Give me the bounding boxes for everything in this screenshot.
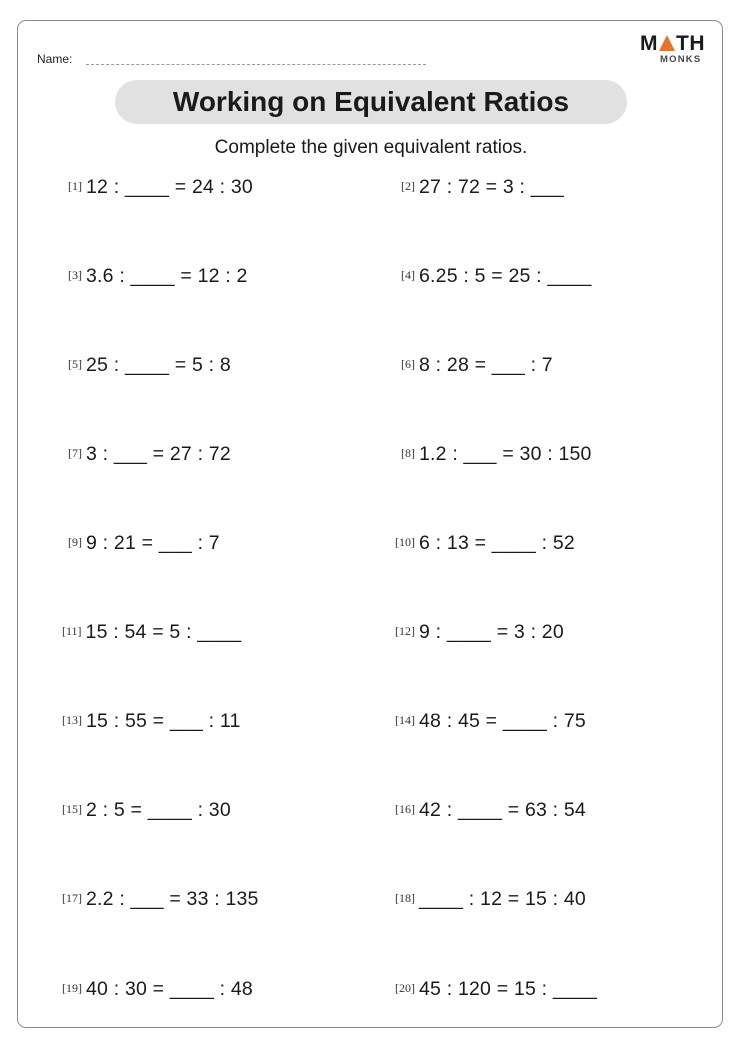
problem-expression[interactable]: 40 : 30 = ____ : 48 bbox=[86, 978, 253, 1000]
name-input-line[interactable] bbox=[86, 64, 426, 65]
problem-expression[interactable]: 6 : 13 = ____ : 52 bbox=[419, 532, 575, 554]
problem-expression[interactable]: 1.2 : ___ = 30 : 150 bbox=[419, 443, 592, 465]
problem-expression[interactable]: 45 : 120 = 15 : ____ bbox=[419, 978, 598, 1000]
instructions: Complete the given equivalent ratios. bbox=[214, 137, 528, 158]
problem-number: [4] bbox=[401, 268, 415, 282]
page-title: Working on Equivalent Ratios bbox=[115, 80, 627, 124]
problem-2 bbox=[401, 174, 564, 199]
problem-expression[interactable]: 6.25 : 5 = 25 : ____ bbox=[419, 265, 592, 287]
problem-expression[interactable]: ____ : 12 = 15 : 40 bbox=[419, 888, 586, 910]
problem-number: [12] bbox=[395, 624, 415, 638]
problem-16 bbox=[395, 797, 586, 822]
problem-number: [1] bbox=[68, 179, 82, 193]
problem-expression[interactable]: 25 : ____ = 5 : 8 bbox=[86, 354, 231, 376]
problem-number: [17] bbox=[62, 891, 82, 905]
problem-expression[interactable]: 9 : ____ = 3 : 20 bbox=[419, 621, 564, 643]
problem-expression[interactable]: 2 : 5 = ____ : 30 bbox=[86, 799, 231, 821]
logo-triangle-icon bbox=[659, 35, 675, 51]
problem-number: [9] bbox=[68, 535, 82, 549]
problem-10 bbox=[395, 530, 575, 555]
problem-20 bbox=[395, 976, 597, 1001]
problem-number: [20] bbox=[395, 981, 415, 995]
problem-number: [11] bbox=[62, 624, 82, 638]
problem-8 bbox=[401, 441, 592, 466]
problem-6 bbox=[401, 352, 553, 377]
problem-number: [14] bbox=[395, 713, 415, 727]
problem-number: [3] bbox=[68, 268, 82, 282]
problem-expression[interactable]: 48 : 45 = ____ : 75 bbox=[419, 710, 586, 732]
logo-letters-th: TH bbox=[676, 32, 705, 55]
problem-number: [6] bbox=[401, 357, 415, 371]
problem-5 bbox=[68, 352, 231, 377]
problem-expression[interactable]: 15 : 54 = 5 : ____ bbox=[85, 621, 242, 643]
problem-19 bbox=[62, 976, 253, 1001]
problem-9 bbox=[68, 530, 220, 555]
problem-number: [15] bbox=[62, 802, 82, 816]
problem-number: [19] bbox=[62, 981, 82, 995]
problem-11 bbox=[62, 619, 241, 644]
problem-18 bbox=[395, 886, 586, 911]
problem-expression[interactable]: 2.2 : ___ = 33 : 135 bbox=[86, 888, 259, 910]
problem-number: [13] bbox=[62, 713, 82, 727]
problem-expression[interactable]: 12 : ____ = 24 : 30 bbox=[86, 176, 253, 198]
problem-14 bbox=[395, 708, 586, 733]
problem-17 bbox=[62, 886, 259, 911]
problem-number: [10] bbox=[395, 535, 415, 549]
problem-expression[interactable]: 8 : 28 = ___ : 7 bbox=[419, 354, 553, 376]
problem-15 bbox=[62, 797, 231, 822]
math-monks-logo bbox=[640, 33, 712, 67]
problem-4 bbox=[401, 263, 592, 288]
problem-number: [18] bbox=[395, 891, 415, 905]
problem-number: [8] bbox=[401, 446, 415, 460]
problem-expression[interactable]: 3 : ___ = 27 : 72 bbox=[86, 443, 231, 465]
problem-expression[interactable]: 42 : ____ = 63 : 54 bbox=[419, 799, 586, 821]
problem-13 bbox=[62, 708, 241, 733]
problem-expression[interactable]: 9 : 21 = ___ : 7 bbox=[86, 532, 220, 554]
problem-1 bbox=[68, 174, 253, 199]
problem-expression[interactable]: 27 : 72 = 3 : ___ bbox=[419, 176, 564, 198]
problem-number: [7] bbox=[68, 446, 82, 460]
problem-number: [2] bbox=[401, 179, 415, 193]
problem-number: [16] bbox=[395, 802, 415, 816]
problem-number: [5] bbox=[68, 357, 82, 371]
problem-7 bbox=[68, 441, 231, 466]
logo-letter-m: M bbox=[640, 32, 658, 55]
name-label: Name: bbox=[37, 52, 73, 66]
problem-3 bbox=[68, 263, 248, 288]
problem-expression[interactable]: 15 : 55 = ___ : 11 bbox=[86, 710, 241, 732]
logo-subtitle: MONKS bbox=[660, 54, 702, 65]
worksheet-border bbox=[17, 20, 723, 1028]
problem-12 bbox=[395, 619, 564, 644]
problem-expression[interactable]: 3.6 : ____ = 12 : 2 bbox=[86, 265, 248, 287]
